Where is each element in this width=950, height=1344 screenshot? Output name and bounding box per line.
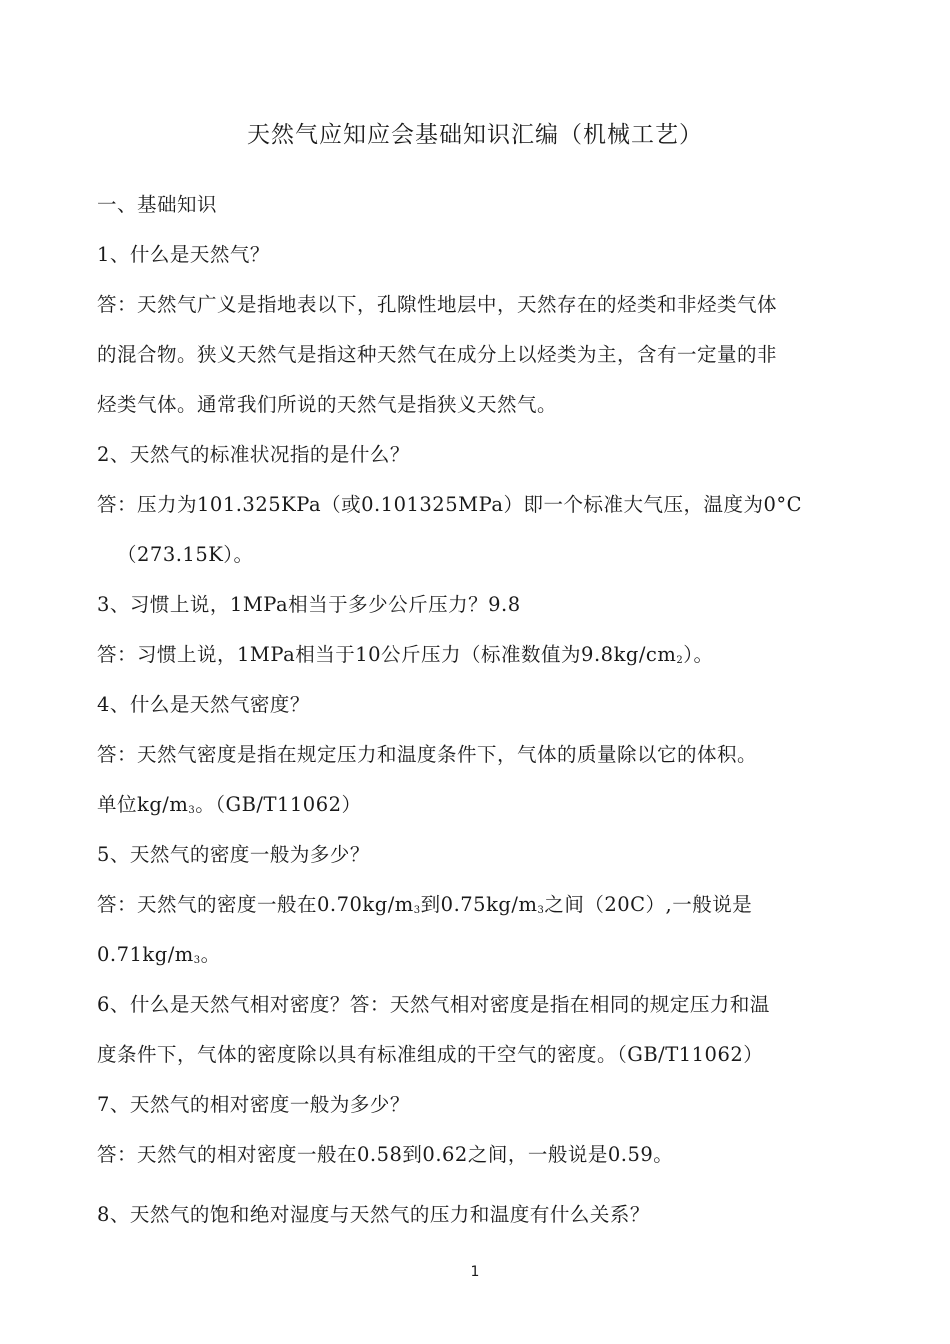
answer-5-part-5: 。 [200,943,221,966]
answer-1-line-3: 烃类气体。通常我们所说的天然气是指狭义天然气。 [97,393,558,416]
answer-7: 答：天然气的相对密度一般在0.58到0.62之间，一般说是0.59。 [97,1143,674,1166]
answer-3-text: 答：习惯上说，1MPa相当于10公斤压力（标准数值为9.8kg/cm [97,643,677,666]
superscript-3: 3 [413,905,421,916]
question-4: 4、什么是天然气密度？ [97,693,310,716]
superscript-3: 3 [193,955,201,966]
answer-5-part-4: 0.71kg/m [97,943,194,966]
question-1: 1、什么是天然气？ [97,243,270,266]
answer-3-tail: ）。 [683,643,714,666]
superscript-2: 2 [676,655,684,666]
answer-5-part-3: 之间（20C）,一般说是 [544,893,753,916]
question-7: 7、天然气的相对密度一般为多少？ [97,1093,410,1116]
answer-2-line-2: （273.15K）。 [117,543,254,566]
document-title: 天然气应知应会基础知识汇编（机械工艺） [247,122,703,148]
answer-4-unit: 单位kg/m [97,793,189,816]
question-6-line-2: 度条件下，气体的密度除以具有标准组成的干空气的密度。（GB/T11062） [97,1043,764,1066]
answer-5-line-1 [97,890,752,920]
page-number: 1 [470,1264,480,1280]
answer-5-line-2 [97,940,221,970]
superscript-3: 3 [188,805,196,816]
superscript-3: 3 [537,905,545,916]
answer-5-part-1: 答：天然气的密度一般在0.70kg/m [97,893,414,916]
question-6-line-1: 6、什么是天然气相对密度？答：天然气相对密度是指在相同的规定压力和温 [97,993,770,1016]
answer-4-line-2 [97,790,362,820]
answer-1-line-1: 答：天然气广义是指地表以下，孔隙性地层中，天然存在的烃类和非烃类气体 [97,293,778,316]
answer-2-line-1: 答：压力为101.325KPa（或0.101325MPa）即一个标准大气压，温度为0°C [97,493,803,516]
answer-1-line-2: 的混合物。狭义天然气是指这种天然气在成分上以烃类为主，含有一定量的非 [97,343,778,366]
question-3: 3、习惯上说，1MPa相当于多少公斤压力？9.8 [97,593,521,616]
answer-4-tail: 。（GB/T11062） [195,793,362,816]
section-heading: 一、基础知识 [97,193,218,216]
question-8: 8、天然气的饱和绝对湿度与天然气的压力和温度有什么关系？ [97,1203,650,1226]
question-5: 5、天然气的密度一般为多少？ [97,843,370,866]
answer-3 [97,640,714,670]
answer-5-part-2: 到0.75kg/m [420,893,538,916]
answer-4-line-1: 答：天然气密度是指在规定压力和温度条件下，气体的质量除以它的体积。 [97,743,758,766]
question-2: 2、天然气的标准状况指的是什么？ [97,443,410,466]
